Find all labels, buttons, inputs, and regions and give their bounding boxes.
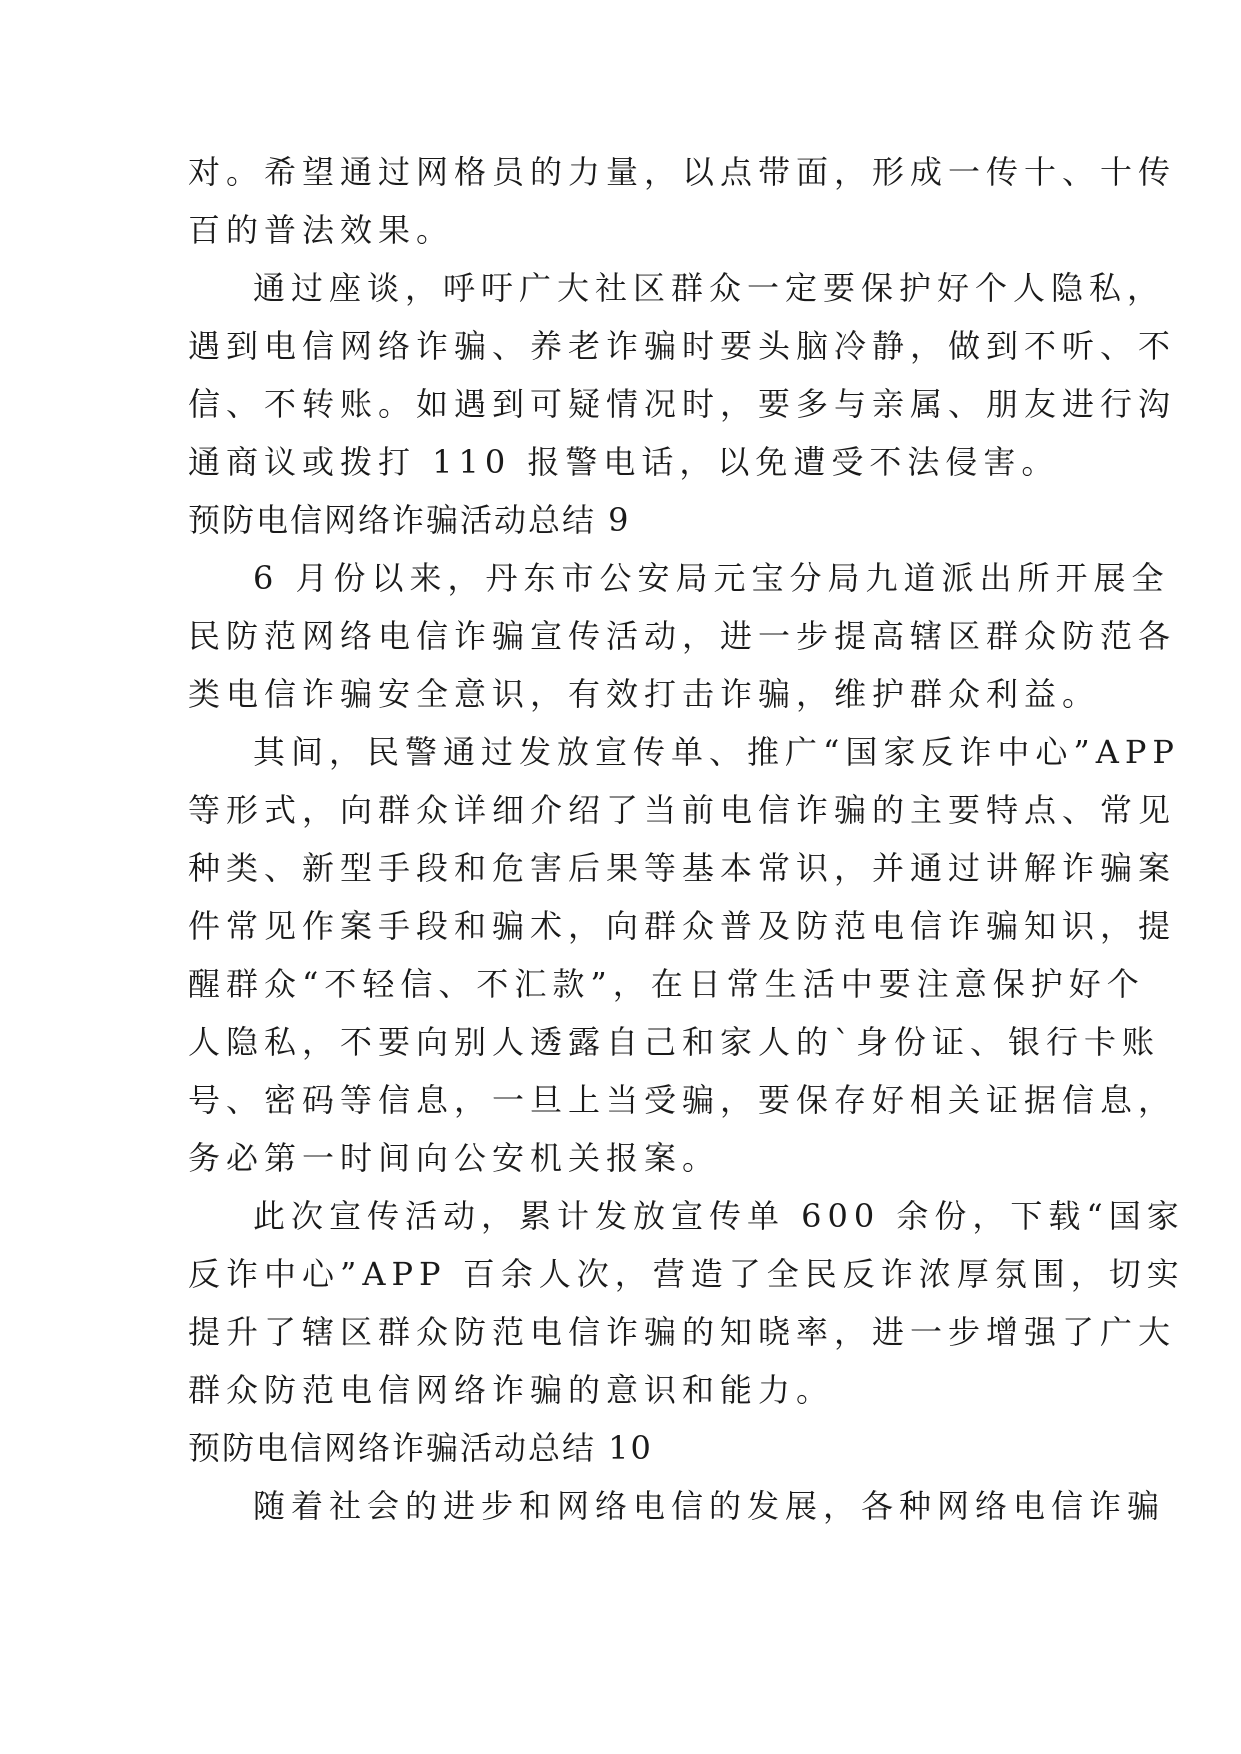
text-line: 种类、新型手段和危害后果等基本常识，并通过讲解诈骗案 (188, 849, 1177, 887)
paragraph-first-line: 6 月份以来，丹东市公安局元宝分局九道派出所开展全 (253, 559, 1170, 597)
text-line: 反诈中心”APP 百余人次，营造了全民反诈浓厚氛围，切实 (188, 1255, 1185, 1293)
text-line: 对。希望通过网格员的力量，以点带面，形成一传十、十传 (188, 153, 1177, 191)
text-line: 等形式，向群众详细介绍了当前电信诈骗的主要特点、常见 (188, 791, 1177, 829)
paragraph-first-line: 通过座谈，呼吁广大社区群众一定要保护好个人隐私， (253, 269, 1166, 307)
text-line: 务必第一时间向公安机关报案。 (188, 1139, 721, 1177)
text-line: 醒群众“不轻信、不汇款”，在日常生活中要注意保护好个 (188, 965, 1145, 1003)
text-line: 百的普法效果。 (188, 211, 455, 249)
text-line: 信、不转账。如遇到可疑情况时，要多与亲属、朋友进行沟 (188, 385, 1177, 423)
text-line: 通商议或拨打 110 报警电话，以免遭受不法侵害。 (188, 443, 1060, 481)
text-line: 人隐私，不要向别人透露自己和家人的`身份证、银行卡账 (188, 1023, 1161, 1061)
text-line: 件常见作案手段和骗术，向群众普及防范电信诈骗知识，提 (188, 907, 1177, 945)
text-line: 类电信诈骗安全意识，有效打击诈骗，维护群众利益。 (188, 675, 1101, 713)
paragraph-first-line: 其间，民警通过发放宣传单、推广“国家反诈中心”APP (253, 733, 1180, 771)
section-heading: 预防电信网络诈骗活动总结 10 (188, 1429, 653, 1467)
text-line: 群众防范电信网络诈骗的意识和能力。 (188, 1371, 835, 1409)
text-line: 号、密码等信息，一旦上当受骗，要保存好相关证据信息， (188, 1081, 1177, 1119)
paragraph-first-line: 此次宣传活动，累计发放宣传单 600 余份，下载“国家 (253, 1197, 1185, 1235)
text-line: 民防范网络电信诈骗宣传活动，进一步提高辖区群众防范各 (188, 617, 1177, 655)
text-line: 提升了辖区群众防范电信诈骗的知晓率，进一步增强了广大 (188, 1313, 1177, 1351)
section-heading: 预防电信网络诈骗活动总结 9 (188, 501, 631, 539)
text-line: 遇到电信网络诈骗、养老诈骗时要头脑冷静，做到不听、不 (188, 327, 1177, 365)
paragraph-first-line: 随着社会的进步和网络电信的发展，各种网络电信诈骗 (253, 1487, 1166, 1525)
